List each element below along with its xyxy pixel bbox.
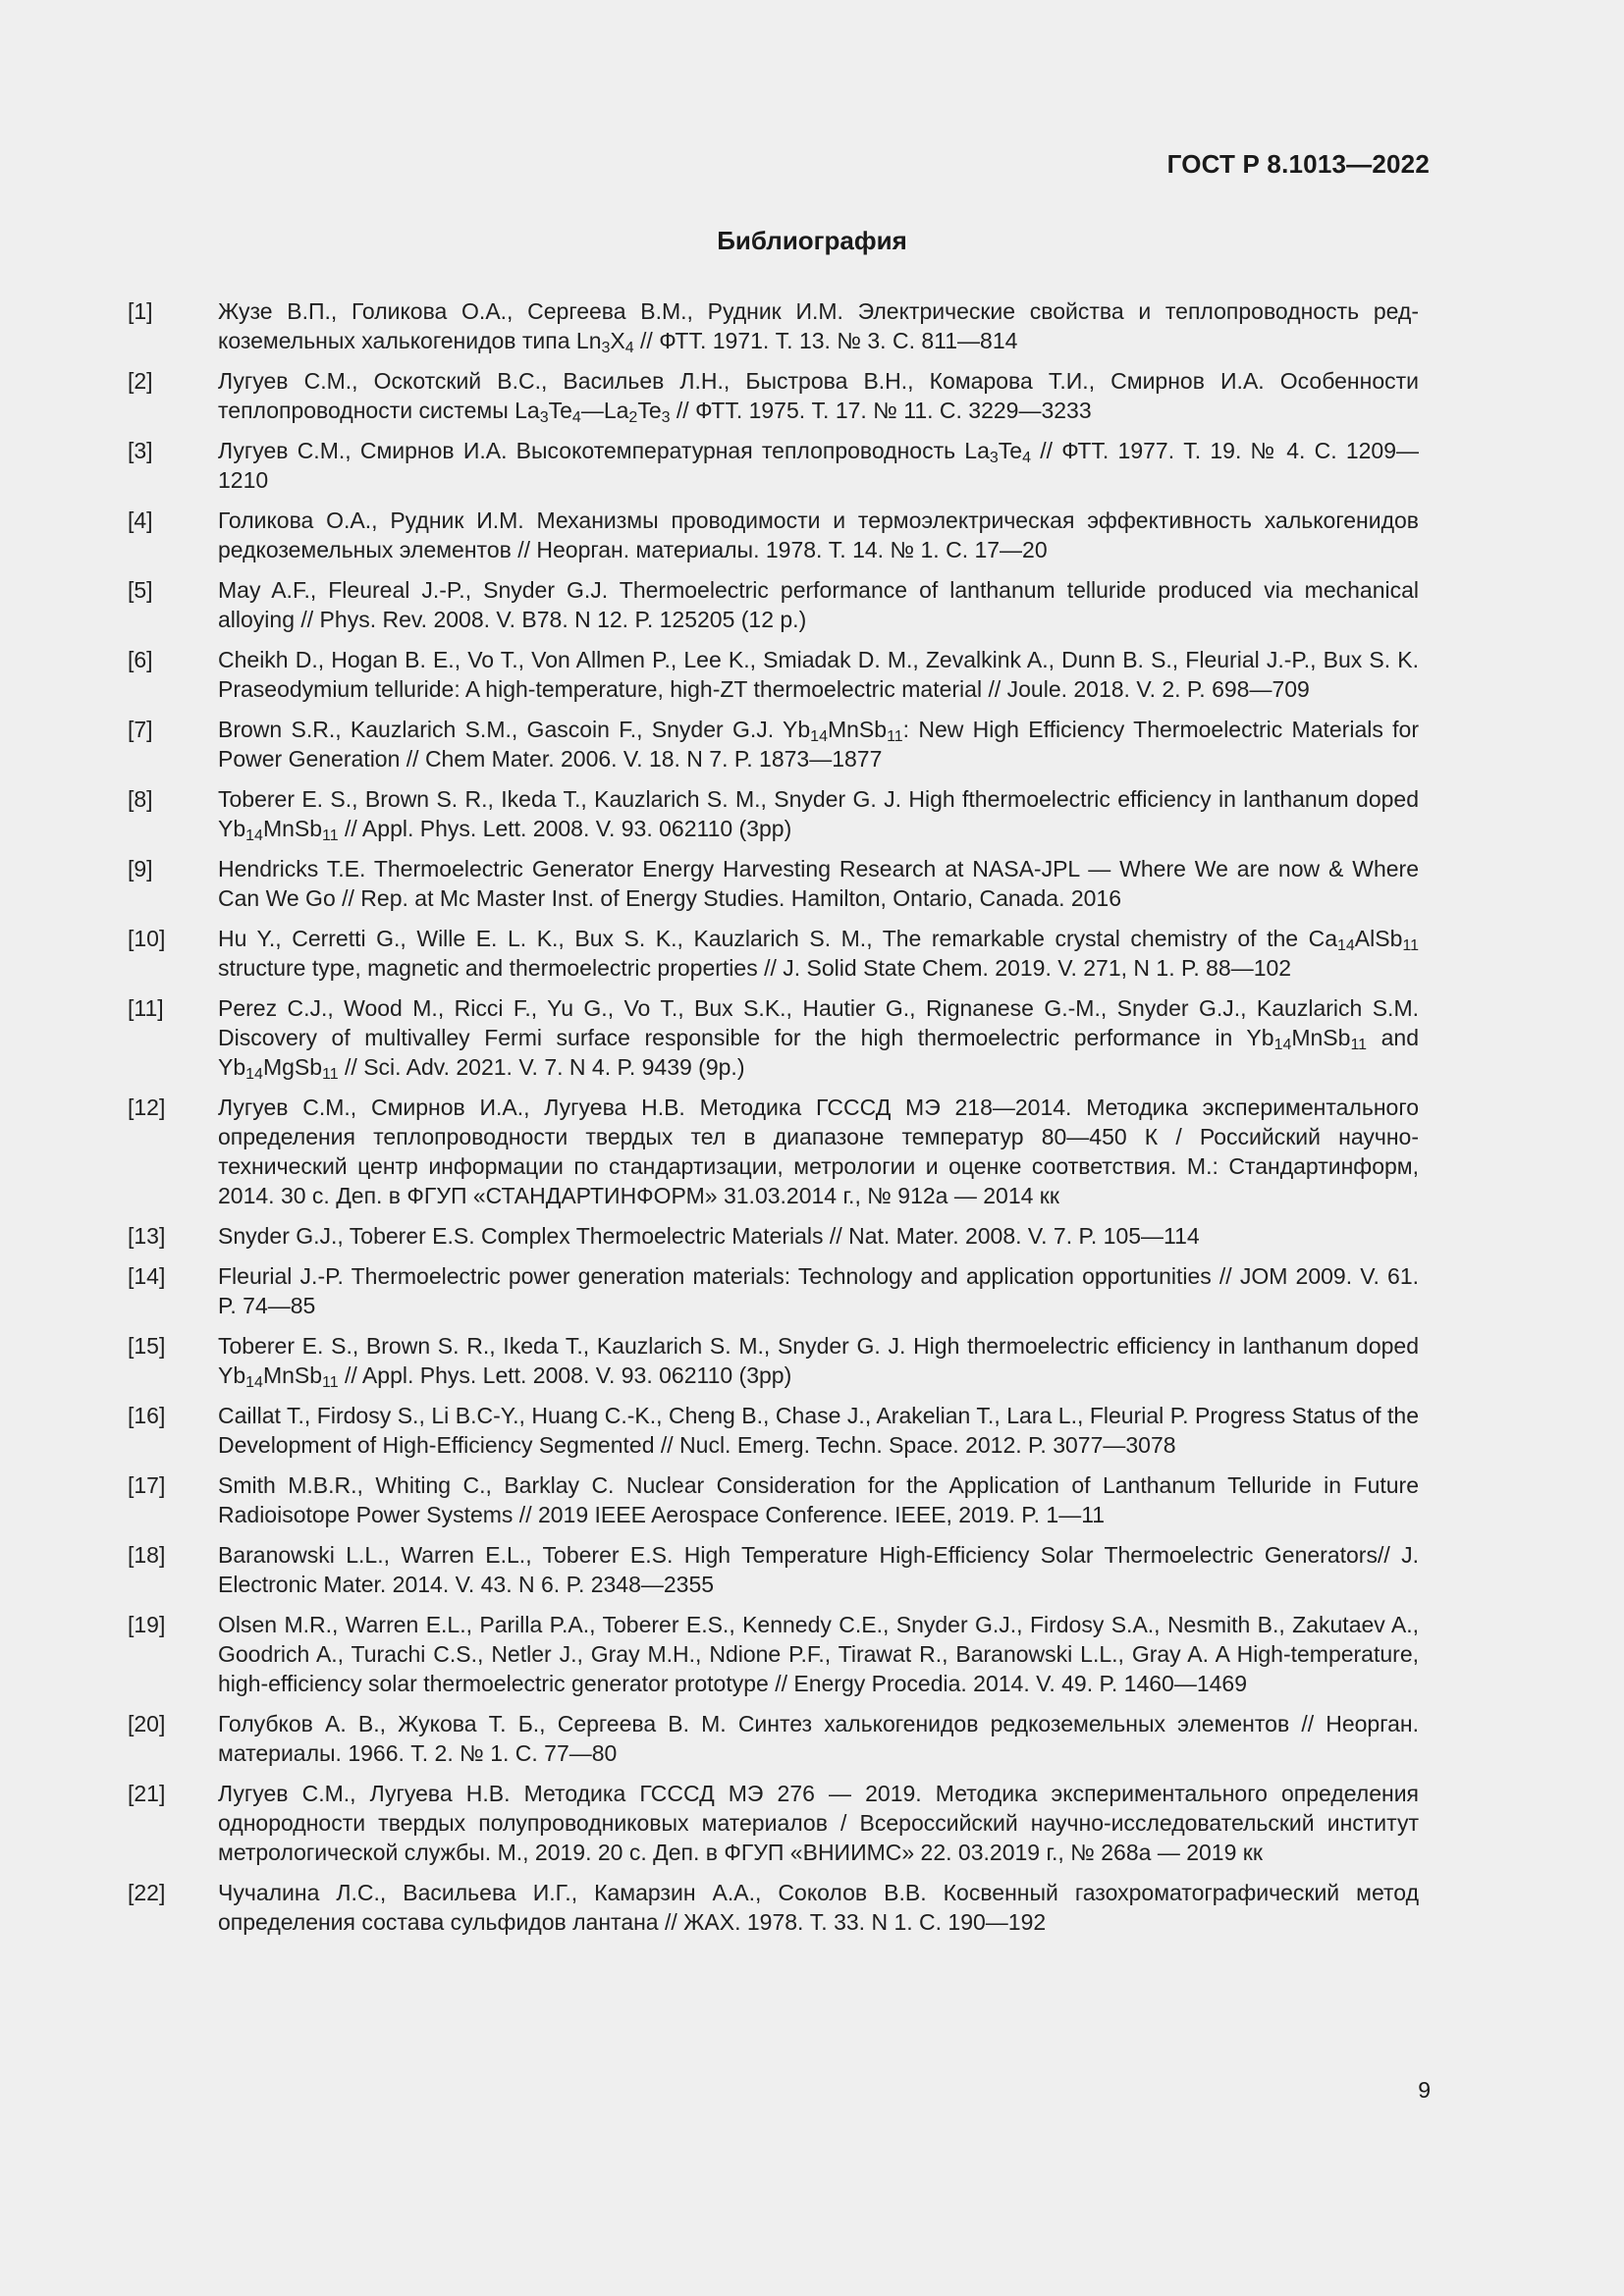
text-run: MnSb	[262, 816, 323, 841]
text-run: Жузе В.П., Голикова О.А., Сергеева В.М., Рудник И.М. Электрические свойства и теплопроводность редкоземельных халькогенидов типа Ln	[218, 298, 1419, 353]
entry-text	[218, 436, 1419, 495]
document-code: ГОСТ Р 8.1013—2022	[1166, 149, 1430, 179]
entry-text	[218, 993, 1419, 1082]
text-run: Fleurial J.-P. Thermoelectric power generation materials: Technology and application opportunities // JOM 2009. V. 61. P. 74—85	[218, 1263, 1419, 1318]
entry-text	[218, 645, 1419, 704]
subscript: 14	[245, 1066, 263, 1083]
text-run: and Yb	[218, 1025, 1420, 1080]
text-run: Лугуев С.М., Смирнов И.А., Лугуева Н.В. Методика ГСССД МЭ 218—2014. Методика экспериментального определения теплопроводности твердых тел в диапазоне температур 80—450 К / Российский научно-технический центр информации по стандартизации, метрологии и оценке соответствия. М.: Стандартинформ, 2014. 30 с. Деп. в ФГУП «СТАНДАРТИНФОРМ» 31.03.2014 г., № 912а — 2014 кк	[218, 1095, 1419, 1208]
entry-text	[218, 715, 1419, 774]
bibliography-entry	[128, 1470, 1419, 1529]
text-run: X	[610, 328, 625, 353]
entry-text	[218, 1610, 1419, 1698]
text-run: // Sci. Adv. 2021. V. 7. N 4. P. 9439 (9p.)	[338, 1054, 745, 1080]
bibliography-entry	[128, 1709, 1419, 1768]
text-run: : New High Efficiency Thermoelectric Materials for Power Generation // Chem Mater. 2006. V. 18. N 7. P. 1873—1877	[218, 717, 1419, 772]
subscript: 11	[322, 828, 339, 844]
subscript: 2	[628, 409, 638, 426]
page-title: Библиография	[717, 226, 907, 255]
bibliography-entry	[128, 715, 1419, 774]
entry-text	[218, 924, 1419, 983]
entry-text	[218, 784, 1419, 843]
subscript: 4	[624, 340, 634, 356]
entry-number: [17]	[128, 1472, 166, 1498]
text-run: Perez C.J., Wood M., Ricci F., Yu G., Vo T., Bux S.K., Hautier G., Rignanese G.-M., Snyder G.J., Kauzlarich S.M. Discovery of multivalley Fermi surface responsible for the high thermoelectric performance in Yb	[218, 995, 1419, 1050]
subscript: 3	[539, 409, 549, 426]
entry-number: [14]	[128, 1263, 166, 1289]
entry-number: [19]	[128, 1612, 166, 1637]
subscript: 11	[322, 1374, 339, 1391]
text-run: Brown S.R., Kauzlarich S.M., Gascoin F., Snyder G.J. Yb	[218, 717, 811, 742]
text-run: MnSb	[262, 1362, 323, 1388]
text-run: MnSb	[1291, 1025, 1351, 1050]
bibliography-entry	[128, 1540, 1419, 1599]
entry-text	[218, 1709, 1419, 1768]
bibliography-entry	[128, 924, 1419, 983]
entry-text	[218, 1221, 1419, 1251]
text-run: Лугуев С.М., Оскотский В.С., Васильев Л.Н., Быстрова В.Н., Комарова Т.И., Смирнов И.А. Особенности теплопроводности системы La	[218, 368, 1419, 423]
subscript: 4	[1022, 450, 1031, 466]
entry-number: [4]	[128, 507, 153, 533]
entry-text	[218, 1261, 1419, 1320]
subscript: 3	[601, 340, 611, 356]
text-run: AlSb	[1354, 926, 1403, 951]
text-run: Чучалина Л.С., Васильева И.Г., Камарзин А.А., Соколов В.В. Косвенный газохроматографический метод определения состава сульфидов лантана // ЖАХ. 1978. Т. 33. N 1. С. 190—192	[218, 1880, 1419, 1935]
entry-text	[218, 1779, 1419, 1867]
text-run: Hendricks T.E. Thermoelectric Generator Energy Harvesting Research at NASA-JPL — Where We are now & Where Can We Go // Rep. at Mc Master Inst. of Energy Studies. Hamilton, Ontario, Canada. 2016	[218, 856, 1419, 911]
bibliography-entry	[128, 1610, 1419, 1698]
entry-number: [6]	[128, 647, 153, 672]
entry-number: [11]	[128, 995, 164, 1021]
text-run: Лугуев С.М., Смирнов И.А. Высокотемпературная теплопроводность La	[218, 438, 990, 463]
subscript: 4	[571, 409, 581, 426]
bibliography-entry	[128, 1093, 1419, 1210]
entry-text	[218, 1470, 1419, 1529]
subscript: 14	[810, 728, 828, 745]
text-run: // Appl. Phys. Lett. 2008. V. 93. 062110 (3pp)	[338, 1362, 792, 1388]
text-run: // ФТТ. 1975. Т. 17. № 11. С. 3229—3233	[670, 398, 1092, 423]
text-run: Лугуев С.М., Лугуева Н.В. Методика ГСССД МЭ 276 — 2019. Методика экспериментального определения однородности твердых полупроводниковых материалов / Всероссийский научно-исследовательский институт метрологической службы. М., 2019. 20 с. Деп. в ФГУП «ВНИИМС» 22. 03.2019 г., № 268а — 2019 кк	[218, 1781, 1419, 1865]
subscript: 14	[1337, 937, 1355, 954]
text-run: Smith M.B.R., Whiting C., Barklay C. Nuclear Consideration for the Application of Lanthanum Telluride in Future Radioisotope Power Systems // 2019 IEEE Aerospace Conference. IEEE, 2019. P. 1—11	[218, 1472, 1419, 1527]
entry-text	[218, 1401, 1419, 1460]
entry-number: [8]	[128, 786, 153, 812]
text-run: Te	[548, 398, 572, 423]
subscript: 11	[1350, 1037, 1368, 1053]
subscript: 14	[245, 828, 263, 844]
bibliography-entry	[128, 575, 1419, 634]
entry-text	[218, 296, 1419, 355]
bibliography-entry	[128, 993, 1419, 1082]
bibliography-entry	[128, 296, 1419, 355]
text-run: Olsen M.R., Warren E.L., Parilla P.A., Toberer E.S., Kennedy C.E., Snyder G.J., Firdosy S.A., Nesmith B., Zakutaev A., Goodrich A., Turachi C.S., Netler J., Gray M.H., Ndione P.F., Tirawat R., Baranowski L.L., Gray A. A High-temperature, high-efficiency solar thermoelectric generator prototype // Energy Procedia. 2014. V. 49. P. 1460—1469	[218, 1612, 1419, 1696]
text-run: // Appl. Phys. Lett. 2008. V. 93. 062110 (3pp)	[338, 816, 792, 841]
bibliography-entry	[128, 1878, 1419, 1937]
bibliography-entry	[128, 436, 1419, 495]
entry-number: [10]	[128, 926, 166, 951]
subscript: 11	[1402, 937, 1419, 954]
text-run: Toberer E. S., Brown S. R., Ikeda T., Kauzlarich S. M., Snyder G. J. High thermoelectric efficiency in lanthanum doped Yb	[218, 1333, 1419, 1388]
entry-number: [15]	[128, 1333, 166, 1359]
text-run: // ФТТ. 1977. Т. 19. № 4. С. 1209—1210	[218, 438, 1420, 493]
entry-number: [9]	[128, 856, 153, 881]
text-run: Голикова О.А., Рудник И.М. Механизмы проводимости и термоэлектрическая эффективность халькогенидов редкоземельных элементов // Неорган. материалы. 1978. Т. 14. № 1. С. 17—20	[218, 507, 1419, 562]
bibliography-entry	[128, 645, 1419, 704]
bibliography-entry	[128, 1261, 1419, 1320]
text-run: Te	[637, 398, 662, 423]
bibliography-entry	[128, 366, 1419, 425]
bibliography-entry	[128, 1331, 1419, 1390]
page-number: 9	[1418, 2077, 1431, 2103]
subscript: 11	[322, 1066, 339, 1083]
bibliography-entry	[128, 1221, 1419, 1251]
text-run: —La	[580, 398, 629, 423]
bibliography-list	[128, 296, 1419, 1948]
text-run: Hu Y., Cerretti G., Wille E. L. K., Bux S. K., Kauzlarich S. M., The remarkable crystal chemistry of the Ca	[218, 926, 1337, 951]
text-run: Te	[998, 438, 1023, 463]
text-run: May A.F., Fleureal J.-P., Snyder G.J. Thermoelectric performance of lanthanum telluride produced via mechanical alloying // Phys. Rev. 2008. V. B78. N 12. P. 125205 (12 p.)	[218, 577, 1419, 632]
entry-number: [18]	[128, 1542, 166, 1568]
bibliography-entry	[128, 1401, 1419, 1460]
text-run: Snyder G.J., Toberer E.S. Complex Thermoelectric Materials // Nat. Mater. 2008. V. 7. P. 105—114	[218, 1223, 1200, 1249]
entry-number: [13]	[128, 1223, 166, 1249]
subscript: 14	[1273, 1037, 1292, 1053]
entry-text	[218, 366, 1419, 425]
entry-number: [2]	[128, 368, 153, 394]
entry-text	[218, 1540, 1419, 1599]
subscript: 3	[661, 409, 671, 426]
text-run: MgSb	[262, 1054, 323, 1080]
entry-text	[218, 575, 1419, 634]
entry-number: [3]	[128, 438, 153, 463]
subscript: 3	[989, 450, 999, 466]
text-run: Голубков А. В., Жукова Т. Б., Сергеева В. М. Синтез халькогенидов редкоземельных элементов // Неорган. материалы. 1966. Т. 2. № 1. С. 77—80	[218, 1711, 1419, 1766]
entry-text	[218, 854, 1419, 913]
text-run: Caillat T., Firdosy S., Li B.C-Y., Huang C.-K., Cheng B., Chase J., Arakelian T., Lara L., Fleurial P. Progress Status of the Development of High-Efficiency Segmented // Nucl. Emerg. Techn. Space. 2012. P. 3077—3078	[218, 1403, 1419, 1458]
text-run: // ФТТ. 1971. Т. 13. № 3. С. 811—814	[633, 328, 1018, 353]
subscript: 14	[245, 1374, 263, 1391]
entry-number: [1]	[128, 298, 153, 324]
entry-text	[218, 506, 1419, 564]
entry-text	[218, 1093, 1419, 1210]
text-run: MnSb	[827, 717, 888, 742]
entry-number: [16]	[128, 1403, 166, 1428]
bibliography-entry	[128, 784, 1419, 843]
text-run: Baranowski L.L., Warren E.L., Toberer E.S. High Temperature High-Efficiency Solar Thermoelectric Generators// J. Electronic Mater. 2014. V. 43. N 6. P. 2348—2355	[218, 1542, 1419, 1597]
entry-number: [12]	[128, 1095, 166, 1120]
text-run: structure type, magnetic and thermoelectric properties // J. Solid State Chem. 2019. V. 271, N 1. P. 88—102	[218, 955, 1292, 981]
entry-number: [22]	[128, 1880, 166, 1905]
entry-number: [7]	[128, 717, 153, 742]
text-run: Cheikh D., Hogan B. E., Vo T., Von Allmen P., Lee K., Smiadak D. M., Zevalkink A., Dunn B. S., Fleurial J.-P., Bux S. K. Praseodymium telluride: A high-temperature, high-ZT thermoelectric material // Joule. 2018. V. 2. P. 698—709	[218, 647, 1419, 702]
entry-number: [21]	[128, 1781, 166, 1806]
entry-text	[218, 1331, 1419, 1390]
entry-text	[218, 1878, 1419, 1937]
bibliography-entry	[128, 854, 1419, 913]
bibliography-entry	[128, 506, 1419, 564]
entry-number: [20]	[128, 1711, 166, 1736]
entry-number: [5]	[128, 577, 153, 603]
text-run: Toberer E. S., Brown S. R., Ikeda T., Kauzlarich S. M., Snyder G. J. High fthermoelectric efficiency in lanthanum doped Yb	[218, 786, 1419, 841]
bibliography-entry	[128, 1779, 1419, 1867]
subscript: 11	[887, 728, 903, 745]
